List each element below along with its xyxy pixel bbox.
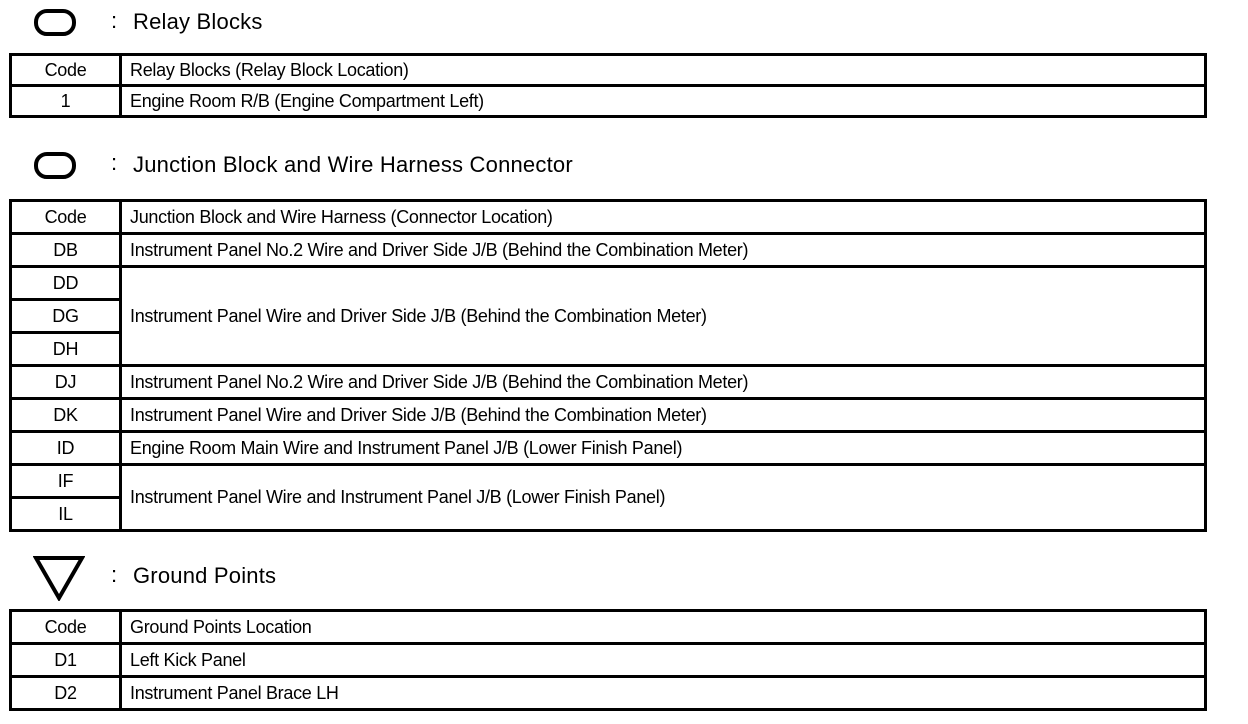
ground-point-triangle-icon [33, 555, 85, 601]
junction-block-heading [0, 140, 1248, 180]
location-cell: Left Kick Panel [121, 644, 1206, 677]
location-cell: Instrument Panel Wire and Instrument Panel J/B (Lower Finish Panel) [121, 465, 1206, 531]
relay-blocks-colon: : [111, 8, 118, 33]
table-row [11, 366, 1206, 399]
code-cell: DJ [11, 366, 121, 399]
junction-block-title: Junction Block and Wire Harness Connector [133, 152, 573, 177]
location-cell: Engine Room R/B (Engine Compartment Left) [121, 86, 1206, 117]
location-header: Ground Points Location [121, 611, 1206, 644]
location-cell: Instrument Panel No.2 Wire and Driver Side J/B (Behind the Combination Meter) [121, 366, 1206, 399]
relay-block-oval-icon [34, 9, 76, 36]
ground-points-colon: : [111, 562, 118, 587]
table-header-row [11, 55, 1206, 86]
junction-block-oval-icon [34, 152, 76, 179]
table-header-row [11, 201, 1206, 234]
table-row [11, 234, 1206, 267]
table-row [11, 399, 1206, 432]
code-cell: DG [11, 300, 121, 333]
relay-blocks-heading [0, 0, 1248, 40]
code-header: Code [11, 201, 121, 234]
code-cell: D1 [11, 644, 121, 677]
table-row [11, 677, 1206, 710]
code-cell: IF [11, 465, 121, 498]
junction-block-colon: : [111, 150, 118, 175]
ground-points-heading [0, 550, 1248, 590]
code-cell: DB [11, 234, 121, 267]
location-cell: Instrument Panel Wire and Driver Side J/B (Behind the Combination Meter) [121, 267, 1206, 366]
table-row [11, 465, 1206, 498]
table-row [11, 432, 1206, 465]
code-cell: ID [11, 432, 121, 465]
table-row [11, 644, 1206, 677]
code-cell: IL [11, 498, 121, 531]
location-cell: Instrument Panel Brace LH [121, 677, 1206, 710]
code-cell: 1 [11, 86, 121, 117]
relay-blocks-table [9, 53, 1207, 118]
relay-blocks-title: Relay Blocks [133, 9, 263, 34]
ground-points-title: Ground Points [133, 563, 277, 588]
code-cell: DK [11, 399, 121, 432]
code-cell: DD [11, 267, 121, 300]
location-cell: Instrument Panel Wire and Driver Side J/B (Behind the Combination Meter) [121, 399, 1206, 432]
location-cell: Instrument Panel No.2 Wire and Driver Side J/B (Behind the Combination Meter) [121, 234, 1206, 267]
location-header: Junction Block and Wire Harness (Connector Location) [121, 201, 1206, 234]
table-header-row [11, 611, 1206, 644]
junction-block-table [9, 199, 1207, 532]
table-row [11, 86, 1206, 117]
ground-points-table [9, 609, 1207, 711]
code-cell: DH [11, 333, 121, 366]
code-header: Code [11, 611, 121, 644]
code-header: Code [11, 55, 121, 86]
location-cell: Engine Room Main Wire and Instrument Panel J/B (Lower Finish Panel) [121, 432, 1206, 465]
table-row [11, 267, 1206, 300]
code-cell: D2 [11, 677, 121, 710]
location-header: Relay Blocks (Relay Block Location) [121, 55, 1206, 86]
